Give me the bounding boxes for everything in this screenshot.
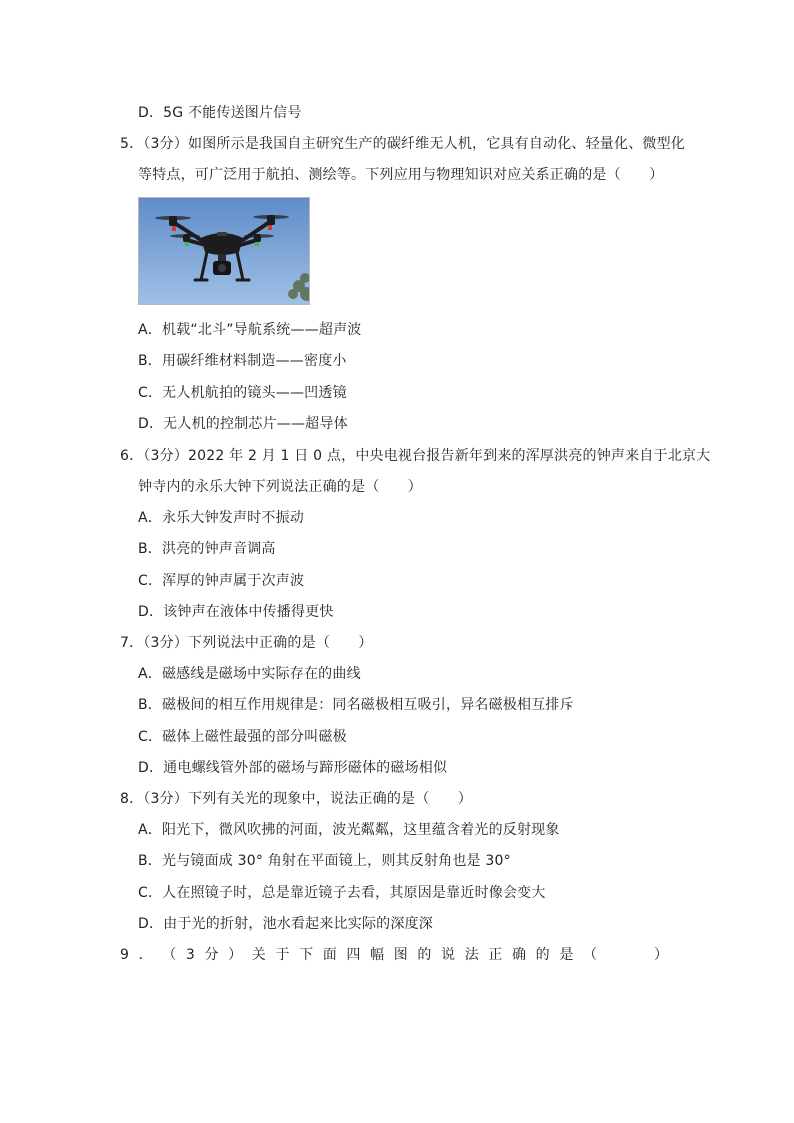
q5-stem-line-2: 等特点，可广泛用于航拍、测绘等。下列应用与物理知识对应关系正确的是（ ） xyxy=(138,167,664,183)
q9-char xyxy=(607,945,621,965)
q6-stem-line-1: 6．（3分）2022 年 2 月 1 日 0 点，中央电视台报告新年到来的浑厚洪亮的钟声来自于北京大 xyxy=(120,448,711,464)
q9-char: 法 xyxy=(464,947,479,963)
q5-option-a: A．机载“北斗”导航系统——超声波 xyxy=(138,322,362,338)
q9-char: ） xyxy=(228,947,243,963)
q9-char: 确 xyxy=(512,947,526,963)
q5-option-b: B．用碳纤维材料制造——密度小 xyxy=(138,353,347,369)
q9-char: 下 xyxy=(299,947,314,963)
q7-option-c: C．磁体上磁性最强的部分叫磁极 xyxy=(138,729,347,745)
q6-option-b: B．洪亮的钟声音调高 xyxy=(138,541,276,557)
q7-option-b: B．磁极间的相互作用规律是：同名磁极相互吸引，异名磁极相互排斥 xyxy=(138,697,574,713)
q9-char: ） xyxy=(653,947,668,963)
q9-char: 正 xyxy=(488,947,503,963)
q8-option-c: C．人在照镜子时，总是靠近镜子去看，其原因是靠近时像会变大 xyxy=(138,885,546,901)
q9-char: 的 xyxy=(417,947,432,963)
q9-char: （ xyxy=(162,947,177,963)
q9-char: 面 xyxy=(322,947,337,963)
q6-option-d: D．该钟声在液体中传播得更快 xyxy=(138,604,334,620)
q7-option-d: D．通电螺线管外部的磁场与蹄形磁体的磁场相似 xyxy=(138,760,448,776)
q5-stem-line-1: 5．（3分）如图所示是我国自主研究生产的碳纤维无人机，它具有自动化、轻量化、微型化 xyxy=(120,136,686,152)
q9-char: 分 xyxy=(204,947,219,963)
q9-char: 是 xyxy=(559,947,574,963)
q9-char: 图 xyxy=(393,947,408,963)
drone-illustration xyxy=(139,198,309,304)
q6-option-a: A．永乐大钟发声时不振动 xyxy=(138,510,304,526)
q9-char: 的 xyxy=(535,947,550,963)
q6-stem-line-2: 钟寺内的永乐大钟下列说法正确的是（ ） xyxy=(138,479,422,495)
q9-char: ． xyxy=(138,947,153,963)
q8-option-a: A．阳光下，微风吹拂的河面，波光粼粼，这里蕴含着光的反射现象 xyxy=(138,822,560,838)
q9-char xyxy=(630,945,644,965)
q9-char: 3 xyxy=(185,947,195,963)
q8-stem: 8．（3分）下列有关光的现象中，说法正确的是（ ） xyxy=(120,791,473,807)
q9-char: 说 xyxy=(441,947,456,963)
q9-stem-justified xyxy=(120,945,668,965)
q9-char: 幅 xyxy=(370,947,385,963)
q5-option-c: C．无人机航拍的镜头——凹透镜 xyxy=(138,385,347,401)
camera-lens xyxy=(218,264,226,272)
q9-char: （ xyxy=(582,947,597,963)
q9-char: 9 xyxy=(120,947,129,963)
drone-top-shell xyxy=(217,232,227,236)
q7-stem: 7．（3分）下列说法中正确的是（ ） xyxy=(120,635,373,651)
drone-photo xyxy=(138,197,310,305)
q8-option-d: D．由于光的折射，池水看起来比实际的深度深 xyxy=(138,916,433,932)
q9-char: 于 xyxy=(275,947,290,963)
q9-char: 关 xyxy=(251,947,266,963)
gimbal-mount xyxy=(218,254,226,262)
q5-option-d: D．无人机的控制芯片——超导体 xyxy=(138,416,348,432)
q4-option-d: D．5G 不能传送图片信号 xyxy=(138,105,302,121)
q8-option-b: B．光与镜面成 30° 角射在平面镜上，则其反射角也是 30° xyxy=(138,853,511,869)
q6-option-c: C．浑厚的钟声属于次声波 xyxy=(138,573,305,589)
q9-char: 四 xyxy=(346,947,361,963)
q7-option-a: A．磁感线是磁场中实际存在的曲线 xyxy=(138,666,361,682)
